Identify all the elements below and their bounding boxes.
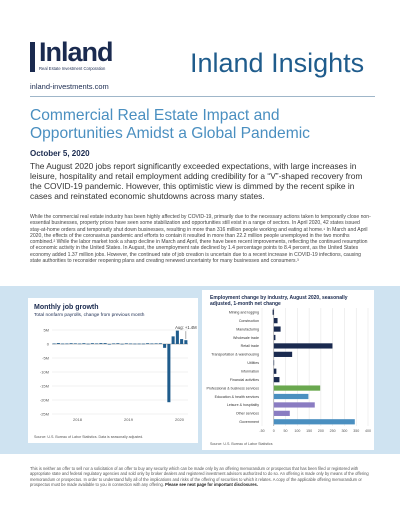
x-tick-label: 200	[317, 429, 324, 433]
bar	[274, 343, 333, 348]
logo-tagline: Real Estate Investment Corporation	[39, 66, 106, 71]
website-link[interactable]: inland-investments.com	[30, 82, 109, 91]
article-date: October 5, 2020	[30, 149, 90, 158]
bar	[273, 310, 274, 315]
bar	[53, 344, 56, 345]
category-label: Construction	[238, 318, 259, 323]
x-tick-label: -50	[259, 429, 265, 433]
category-label: Other services	[235, 411, 259, 416]
bar	[274, 352, 292, 357]
bar	[274, 394, 309, 399]
industry-employment-chart	[202, 290, 374, 450]
header-divider	[30, 96, 375, 97]
industry-plot	[202, 290, 374, 450]
brand-title: Inland Insights	[190, 48, 365, 78]
body-paragraph: While the commercial real estate industry has been highly affected by COVID-19, primarily due to the necessary actions taken to temporarily close non-essential businesses, property prices have seen some stabilization and opportunities still exist in a range of sectors. In April 2020, 42 states issued stay-at-home orders and temporarily shut down businesses, resulting in more than 316 million people working and eating at home.¹ In March and April 2020, the effects of the coronavirus pandemic and efforts to contain it resulted in more than 22.2 million people unemployed in the two months combined.² While the labor market took a sharp decline in March and April, there have been recent improvements, reflecting the continued resumption of economic activity in the United States. In August, the unemployment rate declined by 1.4 percentage points to 8.4 percent, as the United States economy added 1.37 million jobs. However, the continued rate of job creation is uncertain due to a recent increase in COVID-19 infections, causing state authorities to reconsider reopening plans and creating renewed uncertainty for many businesses and consumers.³	[30, 214, 371, 265]
x-tick-label: 150	[306, 429, 313, 433]
bar	[99, 343, 102, 344]
bar	[146, 343, 149, 344]
bar	[274, 360, 275, 365]
category-label: Wholesale trade	[233, 335, 259, 340]
category-label: Manufacturing	[236, 327, 259, 332]
chart-source: Source: U.S. Bureau of Labor Statistics	[210, 442, 273, 446]
disclaimer-link[interactable]: Please see next page for important disclosures.	[165, 482, 258, 488]
category-label: Education & health services	[214, 394, 259, 399]
y-tick-label: -20M	[39, 397, 49, 403]
bar	[95, 343, 98, 344]
header	[0, 0, 400, 100]
chart-source: Source: U.S. Bureau of Labor Statistics. Data is seasonally adjusted.	[34, 435, 144, 439]
logo-wordmark: Inland	[39, 37, 113, 67]
x-tick-label: 2019	[124, 417, 133, 422]
bar	[274, 377, 280, 382]
bar	[274, 411, 290, 416]
x-tick-label: 2018	[73, 417, 82, 422]
x-tick-label: 0	[272, 429, 275, 433]
bar	[176, 331, 179, 344]
y-tick-label: -10M	[39, 369, 49, 375]
bar	[274, 419, 355, 424]
legal-disclaimer	[30, 466, 375, 488]
bar	[163, 344, 166, 348]
bar	[82, 343, 85, 344]
job-growth-plot	[28, 298, 198, 443]
bar	[116, 343, 119, 344]
y-tick-label: -25M	[39, 411, 49, 417]
bar	[133, 344, 136, 345]
bar	[274, 385, 320, 390]
x-tick-label: 2020	[175, 417, 184, 422]
bar	[108, 344, 111, 345]
bar	[125, 343, 128, 344]
category-label: Information	[241, 369, 259, 374]
inland-logo[interactable]	[30, 38, 122, 80]
category-label: Transportation & warehousing	[211, 352, 259, 357]
category-label: Leisure & hospitality	[226, 403, 259, 408]
bar	[129, 344, 132, 345]
bar	[138, 344, 141, 345]
category-label: Retail trade	[240, 344, 259, 349]
y-tick-label: -15M	[39, 383, 49, 389]
bar	[74, 343, 77, 344]
disclaimer-text: This is neither an offer to sell nor a solicitation of an offer to buy any security which can be made only by an offering memorandum or prospectus that has been filed or registered with appropriate state and federal regulatory agencies and sold only by broker dealers and registered investment advisors authorized to do so. An offering is made only by means of the offering memorandum or prospectus. In order to understand fully all of the implications and risks of the offering of securities to which it relates. A copy of the applicable offering memorandum or prospectus must be made available to you in connection with any offering.	[30, 466, 369, 488]
y-tick-label: -5M	[42, 355, 49, 361]
bar	[61, 344, 64, 345]
x-tick-label: 350	[353, 429, 360, 433]
bar	[57, 343, 60, 344]
bar	[274, 326, 281, 331]
category-label: Mining and logging	[228, 310, 259, 315]
bar	[91, 343, 94, 344]
x-tick-label: 400	[365, 429, 371, 433]
article-headline: Commercial Real Estate Impact and Opportunities Amidst a Global Pandemic	[30, 107, 310, 142]
chart-subtitle: Total nonfarm payrolls, change from previous month	[34, 313, 145, 318]
x-tick-label: 100	[294, 429, 301, 433]
annotation-label: Aug: +1.4M	[175, 325, 197, 331]
bar	[150, 343, 153, 344]
monthly-job-growth-chart	[28, 298, 198, 443]
bar	[142, 344, 145, 345]
bar	[274, 402, 315, 407]
bar	[78, 344, 81, 345]
chart-title: Monthly job growth	[34, 304, 99, 311]
bar	[87, 344, 90, 345]
x-tick-label: 300	[341, 429, 348, 433]
bar	[274, 318, 278, 323]
x-tick-label: 250	[329, 429, 336, 433]
bar	[172, 336, 175, 344]
category-label: Utilities	[247, 361, 259, 366]
x-tick-label: 50	[283, 429, 288, 433]
y-tick-label: 0	[46, 341, 49, 347]
bar	[104, 343, 107, 344]
lead-paragraph: The August 2020 jobs report significantly exceeded expectations, with large increases in leisure, hospitality and retail employment adding credibility for a “V”-shaped recovery from the COVID-19 pandemic. However, this optimistic view is dimmed by the recent spike in cases and reinstated economic shutdowns across many states.	[30, 161, 363, 201]
bar	[65, 344, 68, 345]
bar	[112, 343, 115, 344]
category-label: Professional & business services	[206, 386, 259, 391]
bar	[70, 343, 73, 344]
category-label: Government	[239, 420, 259, 425]
bar	[155, 343, 158, 344]
bar	[274, 369, 277, 374]
bar	[121, 344, 124, 345]
chart-title: Employment change by industry, August 2020, seasonally adjusted, 1-month net change	[210, 295, 348, 307]
bar	[180, 339, 183, 344]
bar	[159, 343, 162, 344]
bar	[167, 344, 170, 402]
bar	[184, 340, 187, 344]
bar	[274, 335, 276, 340]
category-label: Financial activities	[229, 377, 259, 382]
y-tick-label: 5M	[43, 327, 49, 333]
logo-accent-bar	[30, 42, 35, 72]
